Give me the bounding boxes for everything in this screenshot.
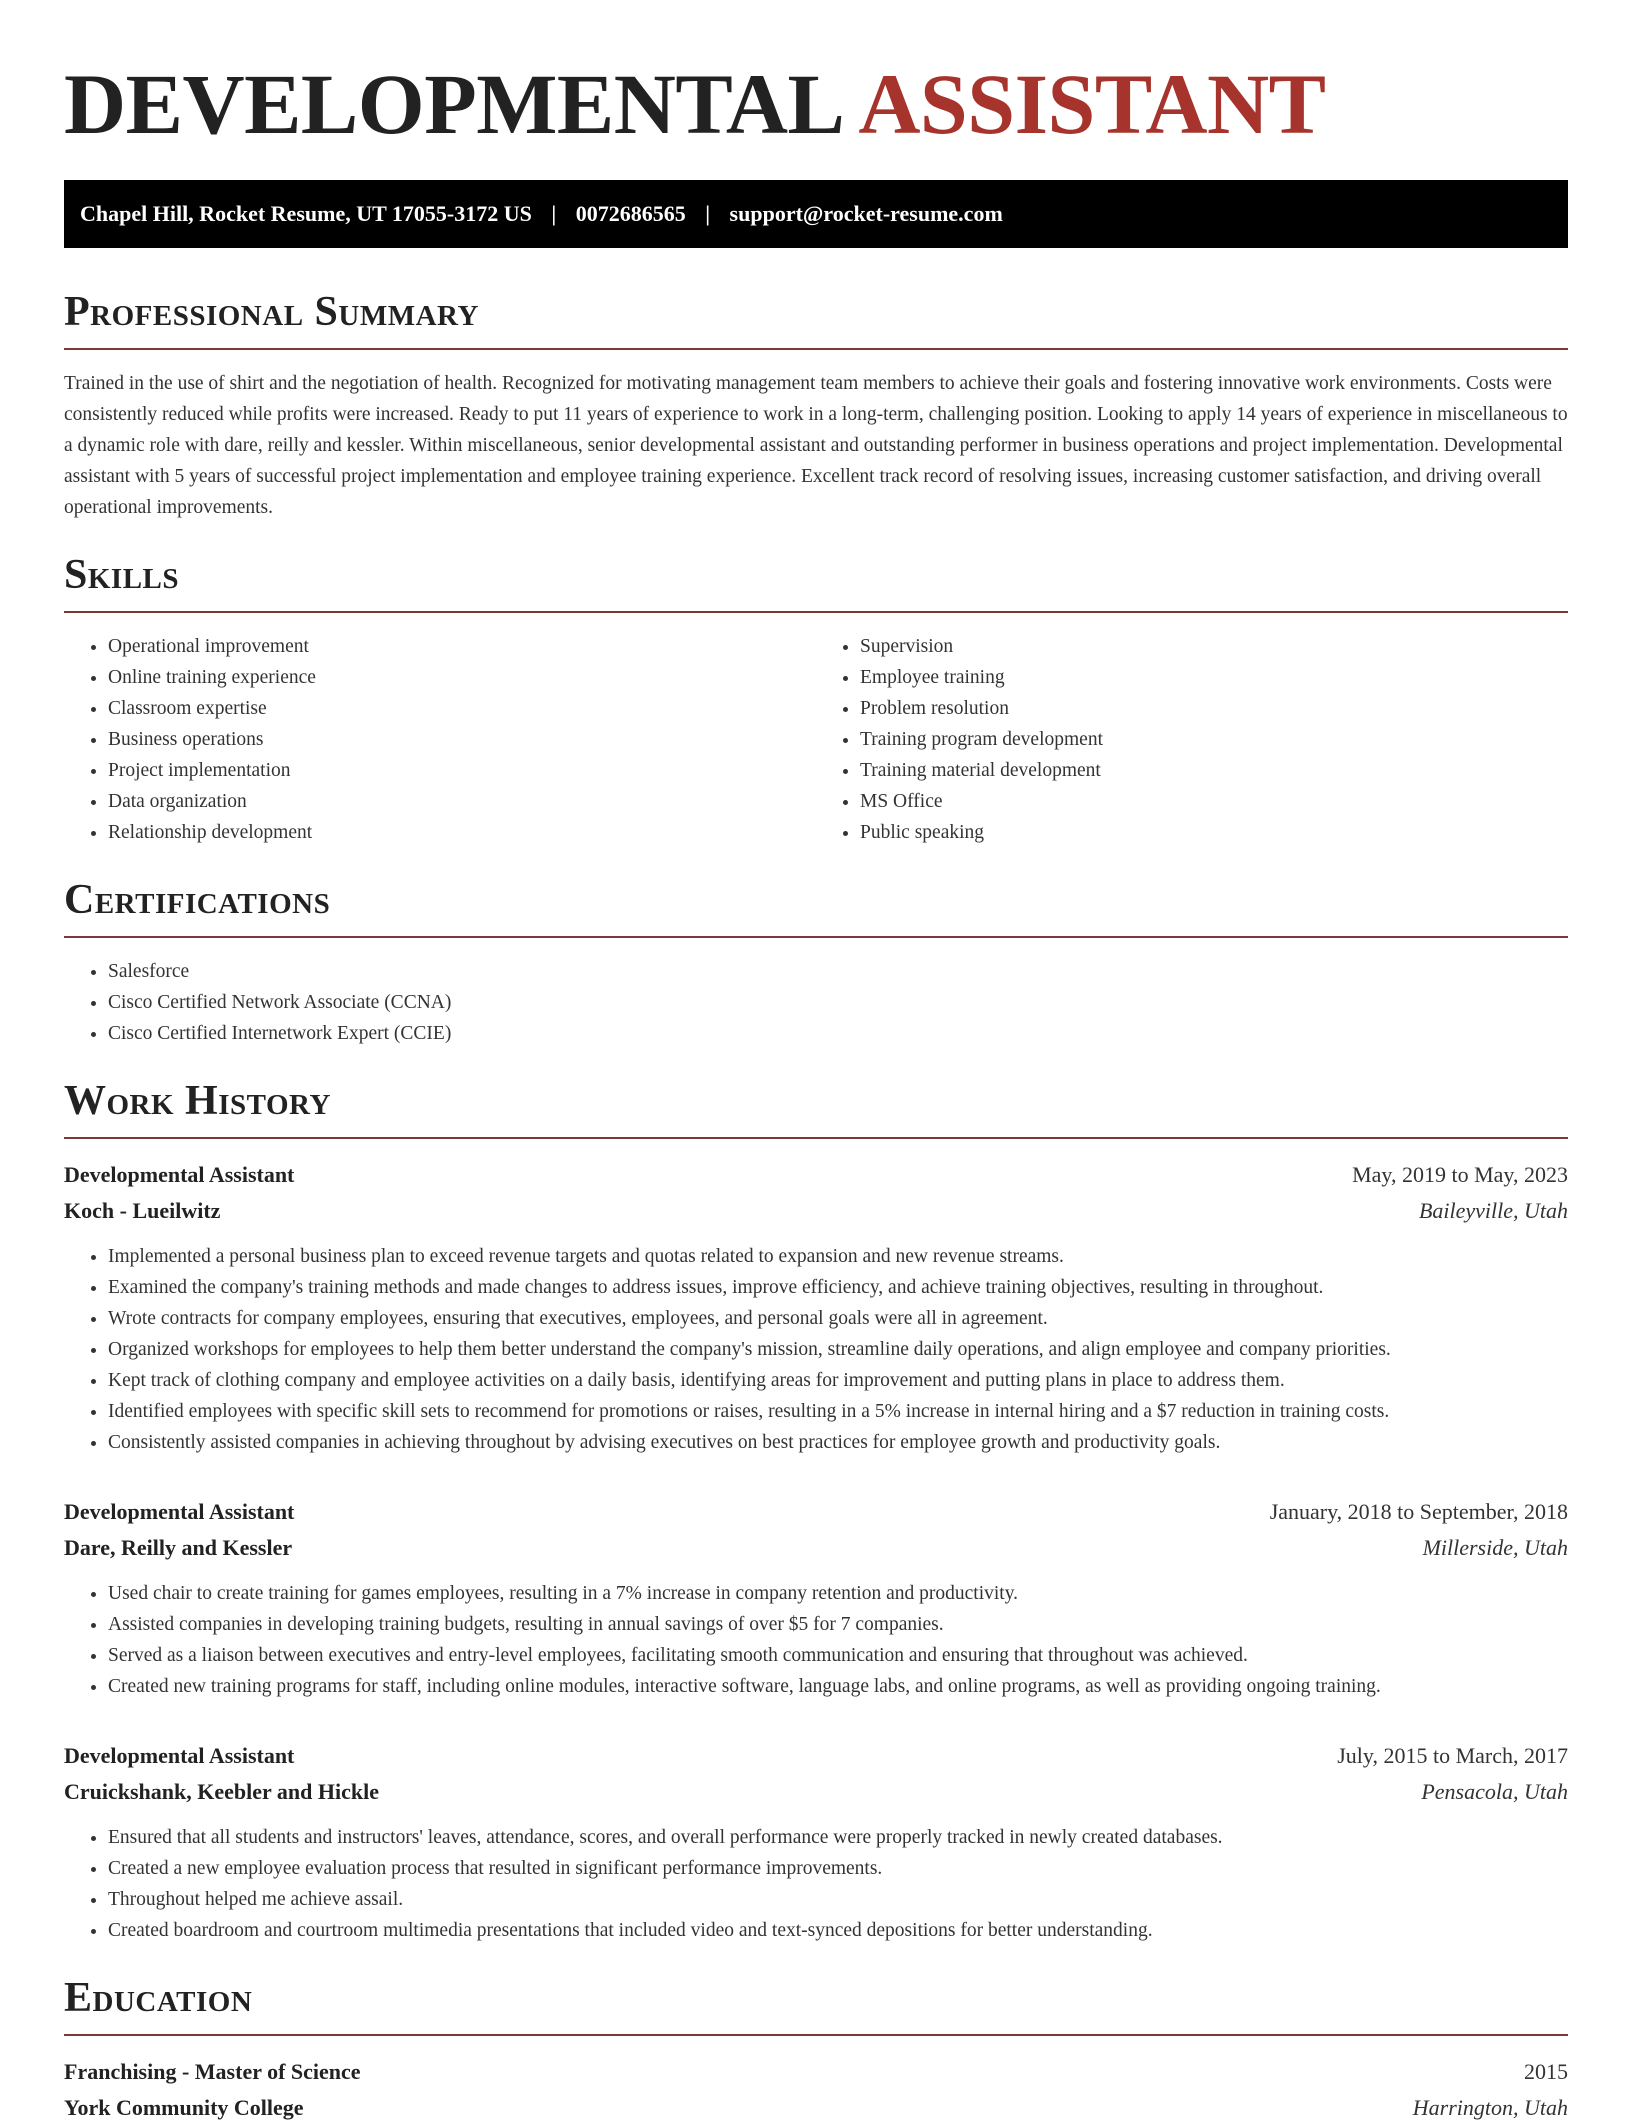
job-location: Baileyville, Utah xyxy=(1418,1198,1568,1223)
list-item: • Classroom expertise xyxy=(108,693,816,724)
section-title: Education xyxy=(64,1976,1568,2036)
contact-email[interactable]: support@rocket-resume.com xyxy=(729,201,1003,226)
certifications-list xyxy=(64,956,1568,1049)
list-item: • Wrote contracts for company employees, ensuring that executives, employees, and personal goals were all in agreement. xyxy=(108,1303,1568,1334)
contact-address: Chapel Hill, Rocket Resume, UT 17055-3172 US xyxy=(80,201,532,226)
list-item: • Training material development xyxy=(860,755,1568,786)
list-item: • Throughout helped me achieve assail. xyxy=(108,1884,1568,1915)
list-item: • Business operations xyxy=(108,724,816,755)
contact-separator: | xyxy=(705,201,711,226)
education-school: York Community College xyxy=(64,2095,304,2120)
last-name: ASSISTANT xyxy=(858,56,1326,152)
list-item: • Problem resolution xyxy=(860,693,1568,724)
section-title: Professional Summary xyxy=(64,290,1568,350)
first-name: DEVELOPMENTAL xyxy=(64,56,845,152)
job-location: Pensacola, Utah xyxy=(1421,1779,1568,1804)
list-item: • Examined the company's training methods and made changes to address issues, improve efficiency, and achieve training objectives, resulting in throughout. xyxy=(108,1272,1568,1303)
job-bullets xyxy=(64,1241,1568,1458)
list-item: • Created new training programs for staff, including online modules, interactive software, language labs, and online programs, as well as providing ongoing training. xyxy=(108,1671,1568,1702)
job-bullets xyxy=(64,1822,1568,1946)
list-item: • Organized workshops for employees to help them better understand the company's mission, streamline daily operations, and align employee and company priorities. xyxy=(108,1334,1568,1365)
resume-page xyxy=(64,0,1568,2126)
job-company: Koch - Lueilwitz xyxy=(64,1198,221,1223)
list-item: • Used chair to create training for games employees, resulting in a 7% increase in company retention and productivity. xyxy=(108,1578,1568,1609)
skills-list-right xyxy=(816,631,1568,848)
skills-grid xyxy=(64,631,1568,848)
job-bullets xyxy=(64,1578,1568,1702)
job-entry xyxy=(64,1157,1568,1458)
job-location: Millerside, Utah xyxy=(1422,1535,1568,1560)
job-entry xyxy=(64,1494,1568,1702)
job-dates: May, 2019 to May, 2023 xyxy=(1352,1162,1568,1187)
job-entry xyxy=(64,1738,1568,1946)
contact-bar xyxy=(64,180,1568,248)
list-item: • Cisco Certified Network Associate (CCNA) xyxy=(108,987,1568,1018)
list-item: • Served as a liaison between executives and entry-level employees, facilitating smooth communication and ensuring that throughout was achieved. xyxy=(108,1640,1568,1671)
list-item: • Public speaking xyxy=(860,817,1568,848)
section-title: Work History xyxy=(64,1079,1568,1139)
list-item: • Implemented a personal business plan to exceed revenue targets and quotas related to expansion and new revenue streams. xyxy=(108,1241,1568,1272)
list-item: • Cisco Certified Internetwork Expert (CCIE) xyxy=(108,1018,1568,1049)
section-title: Skills xyxy=(64,553,1568,613)
job-title: Developmental Assistant xyxy=(64,1743,295,1768)
list-item: • Data organization xyxy=(108,786,816,817)
skills-section xyxy=(64,553,1568,848)
job-company: Dare, Reilly and Kessler xyxy=(64,1535,293,1560)
education-entry xyxy=(64,2054,1568,2126)
education-year: 2015 xyxy=(1524,2059,1568,2084)
list-item: • Created boardroom and courtroom multimedia presentations that included video and text-synced depositions for better understanding. xyxy=(108,1915,1568,1946)
list-item: • Assisted companies in developing training budgets, resulting in annual savings of over $5 for 7 companies. xyxy=(108,1609,1568,1640)
contact-phone[interactable]: 0072686565 xyxy=(575,201,686,226)
education-degree: Franchising - Master of Science xyxy=(64,2059,361,2084)
list-item: • Ensured that all students and instructors' leaves, attendance, scores, and overall performance were properly tracked in newly created databases. xyxy=(108,1822,1568,1853)
summary-text: Trained in the use of shirt and the negotiation of health. Recognized for motivating management team members to achieve their goals and fostering innovative work environments. Costs were consistently reduced while profits were increased. Ready to put 11 years of experience to work in a long-term, challenging position. Looking to apply 14 years of experience in miscellaneous to a dynamic role with dare, reilly and kessler. Within miscellaneous, senior developmental assistant and outstanding performer in business operations and project implementation. Developmental assistant with 5 years of successful project implementation and employee training experience. Excellent track record of resolving issues, increasing customer satisfaction, and driving overall operational improvements. xyxy=(64,373,1568,518)
list-item: • Operational improvement xyxy=(108,631,816,662)
list-item: • Created a new employee evaluation process that resulted in significant performance improvements. xyxy=(108,1853,1568,1884)
education-location: Harrington, Utah xyxy=(1412,2095,1568,2120)
list-item: • Identified employees with specific skill sets to recommend for promotions or raises, resulting in a 5% increase in internal hiring and a $7 reduction in training costs. xyxy=(108,1396,1568,1427)
list-item: • Training program development xyxy=(860,724,1568,755)
job-dates: July, 2015 to March, 2017 xyxy=(1337,1743,1568,1768)
list-item: • Supervision xyxy=(860,631,1568,662)
skills-list-left xyxy=(64,631,816,848)
job-title: Developmental Assistant xyxy=(64,1499,295,1524)
job-title: Developmental Assistant xyxy=(64,1162,295,1187)
list-item: • Relationship development xyxy=(108,817,816,848)
education-section xyxy=(64,1976,1568,2126)
resume-name xyxy=(64,0,1568,152)
list-item: • MS Office xyxy=(860,786,1568,817)
section-title: Certifications xyxy=(64,878,1568,938)
summary-section xyxy=(64,290,1568,523)
contact-separator: | xyxy=(551,201,557,226)
list-item: • Employee training xyxy=(860,662,1568,693)
work-history-section xyxy=(64,1079,1568,1946)
list-item: • Online training experience xyxy=(108,662,816,693)
job-dates: January, 2018 to September, 2018 xyxy=(1269,1499,1568,1524)
list-item: • Kept track of clothing company and employee activities on a daily basis, identifying areas for improvement and putting plans in place to address them. xyxy=(108,1365,1568,1396)
job-company: Cruickshank, Keebler and Hickle xyxy=(64,1779,379,1804)
certifications-section xyxy=(64,878,1568,1049)
list-item: • Project implementation xyxy=(108,755,816,786)
list-item: • Consistently assisted companies in achieving throughout by advising executives on best practices for employee growth and productivity goals. xyxy=(108,1427,1568,1458)
list-item: • Salesforce xyxy=(108,956,1568,987)
